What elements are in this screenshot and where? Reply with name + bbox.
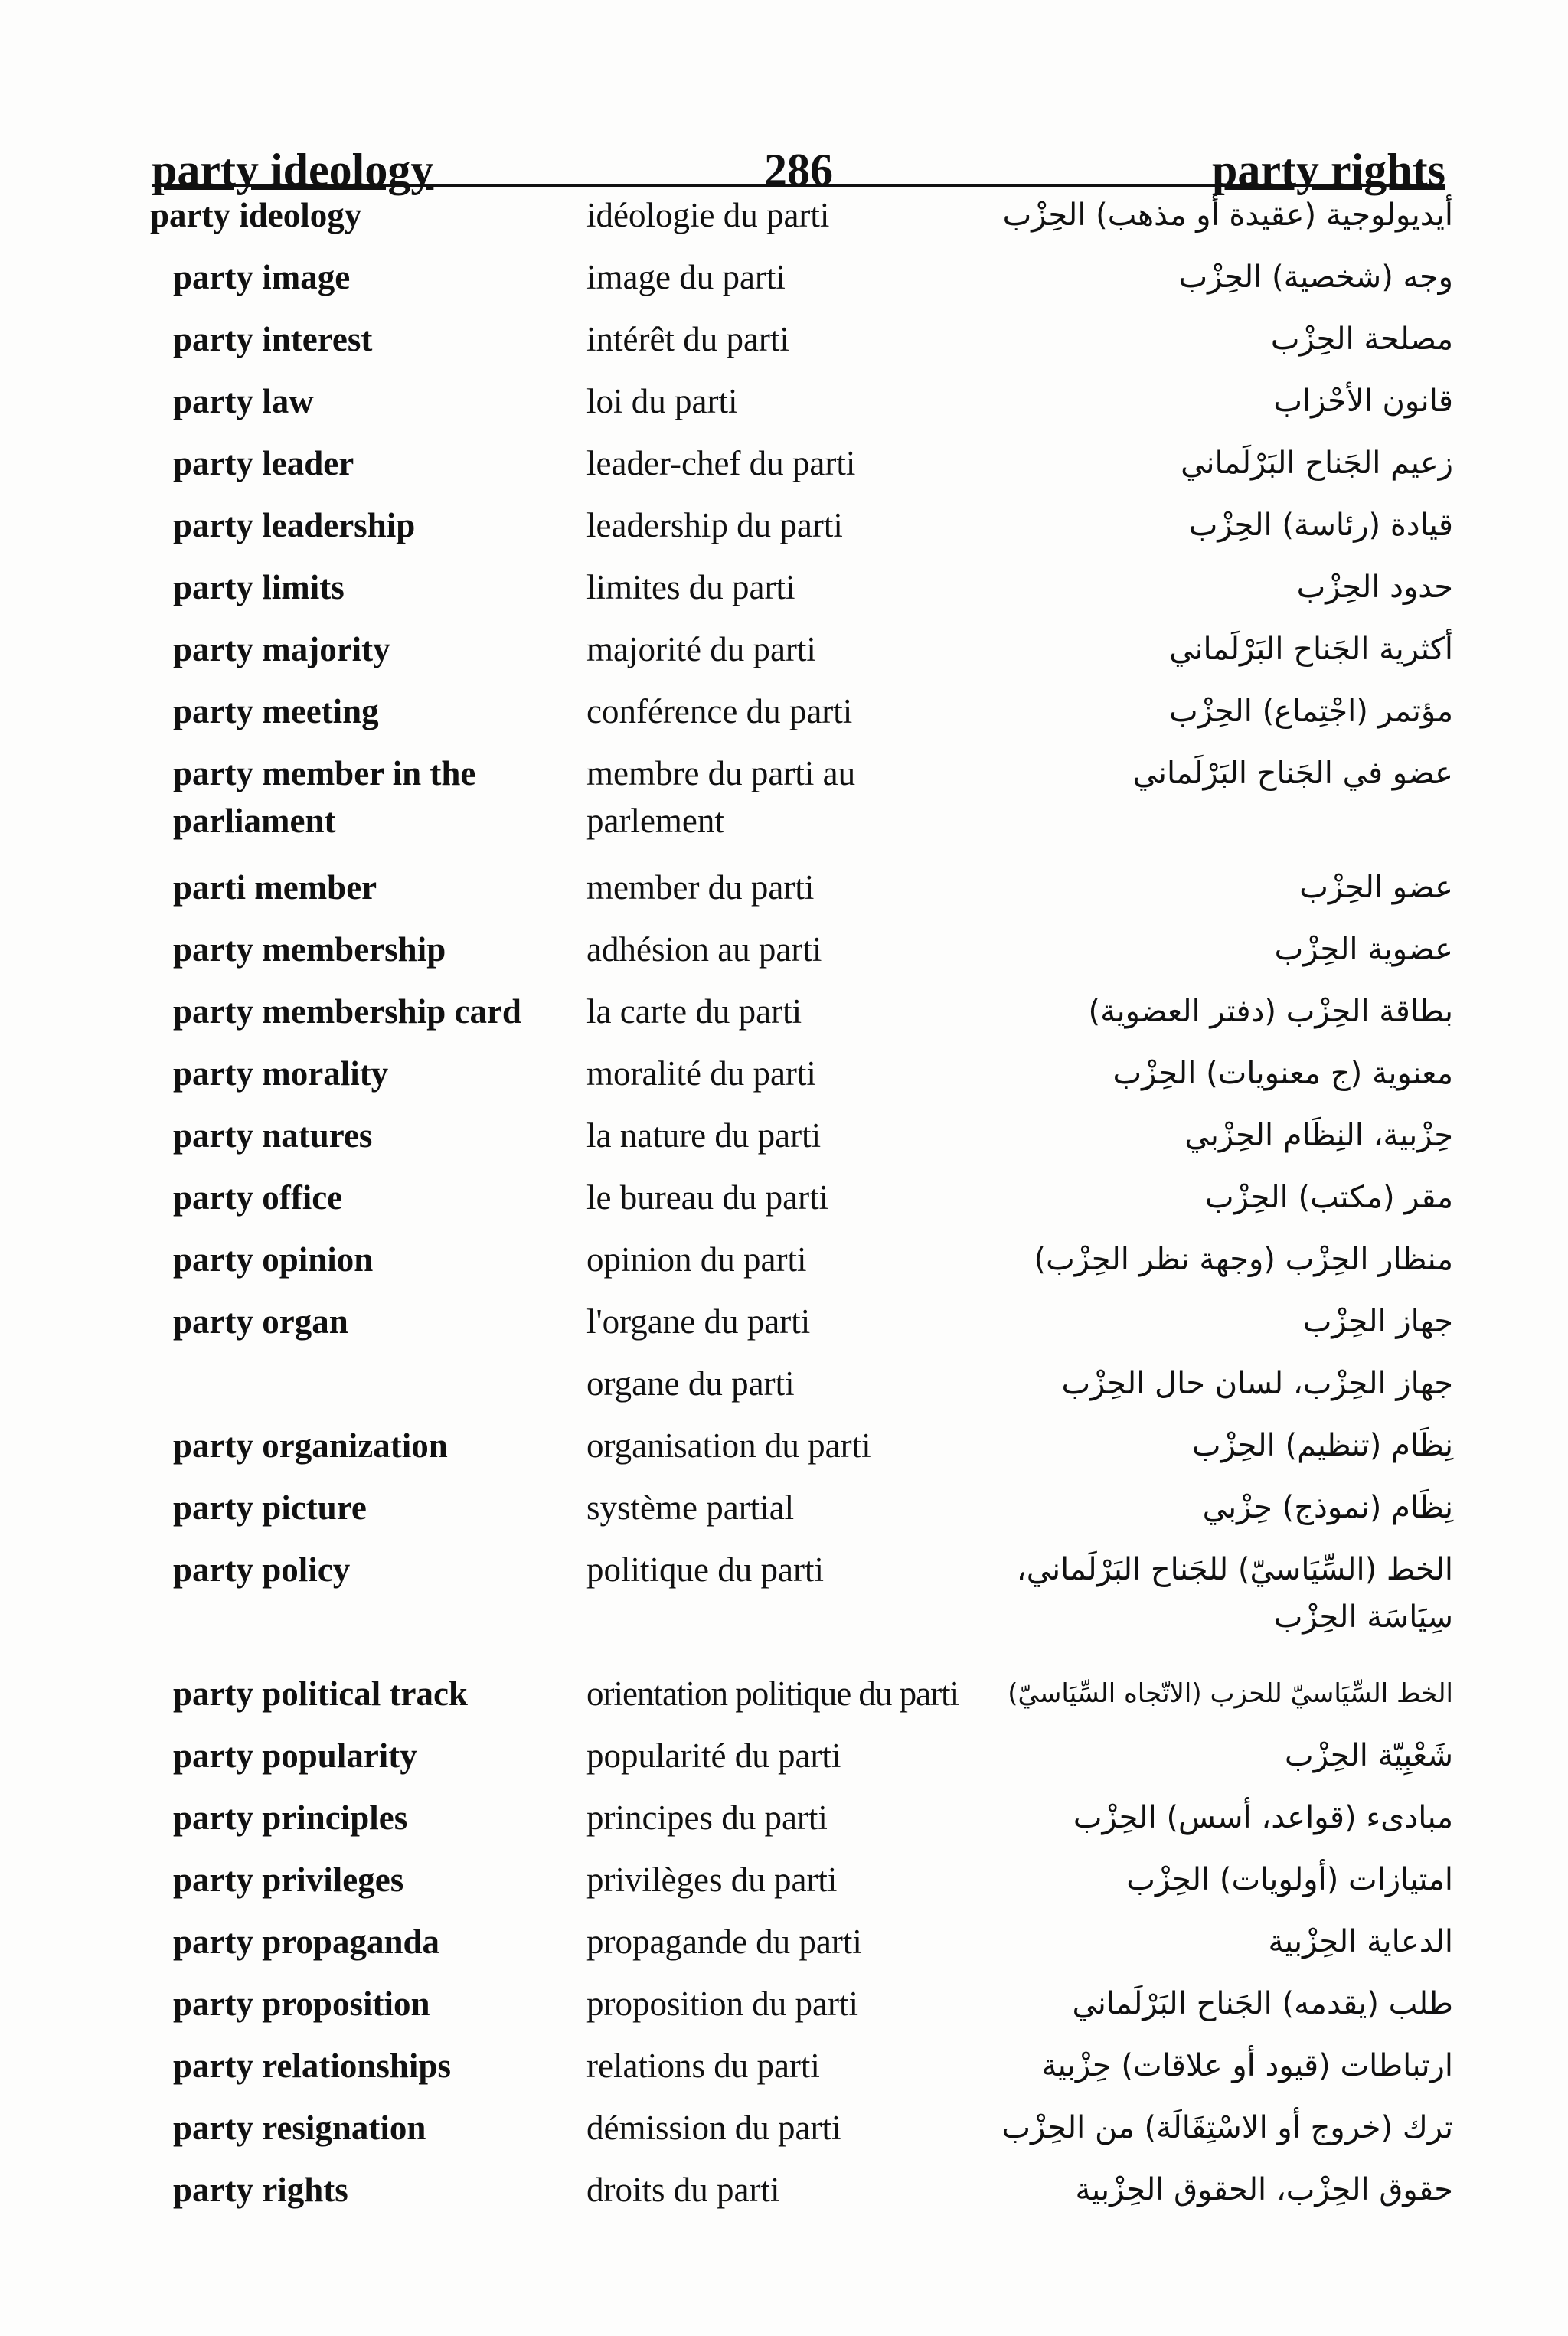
english-term: party leadership bbox=[173, 506, 416, 544]
french-term: moralité du parti bbox=[586, 1054, 816, 1093]
english-term: party organization bbox=[173, 1426, 448, 1465]
french-term: l'organe du parti bbox=[586, 1302, 811, 1341]
french-term: relations du parti bbox=[586, 2047, 820, 2085]
french-term: la carte du parti bbox=[586, 992, 802, 1031]
french-term: adhésion au parti bbox=[586, 930, 822, 969]
arabic-term: نِظَام (تنظيم) الحِزْب bbox=[1191, 1428, 1453, 1463]
english-term: party limits bbox=[173, 568, 345, 606]
arabic-term: الدعاية الحِزْبية bbox=[1268, 1924, 1453, 1959]
english-term: party organ bbox=[173, 1302, 348, 1341]
english-term: party rights bbox=[173, 2171, 348, 2209]
english-term: party natures bbox=[173, 1116, 373, 1155]
arabic-term: وجه (شخصية) الحِزْب bbox=[1178, 260, 1453, 295]
arabic-term: ترك (خروج أو الاسْتِقَالَة) من الحِزْب bbox=[1001, 2110, 1453, 2145]
arabic-term: حقوق الحِزْب، الحقوق الحِزْبية bbox=[1075, 2172, 1453, 2207]
french-term: principes du parti bbox=[586, 1799, 828, 1837]
arabic-term: ارتباطات (قيود أو علاقات) حِزْبية bbox=[1041, 2048, 1453, 2083]
english-term: party membership bbox=[173, 930, 446, 969]
english-term: party meeting bbox=[173, 692, 379, 730]
arabic-term: معنوية (ج معنويات) الحِزْب bbox=[1112, 1056, 1453, 1091]
english-term: party ideology bbox=[150, 196, 362, 234]
arabic-term: جهاز الحِزْب bbox=[1302, 1304, 1453, 1339]
english-term: party resignation bbox=[173, 2109, 426, 2147]
english-term: party law bbox=[173, 382, 314, 420]
arabic-term: منظار الحِزْب (وجهة نظر الحِزْب) bbox=[1034, 1242, 1453, 1277]
english-term: party picture bbox=[173, 1488, 367, 1527]
french-term: politique du parti bbox=[586, 1550, 824, 1589]
french-term: image du parti bbox=[586, 258, 786, 296]
english-term: party proposition bbox=[173, 1985, 430, 2023]
page-number: 286 bbox=[764, 145, 833, 195]
french-term: démission du parti bbox=[586, 2109, 841, 2147]
french-term: propagande du parti bbox=[586, 1923, 862, 1961]
french-term: limites du parti bbox=[586, 568, 795, 606]
french-term: orientation politique du parti bbox=[586, 1674, 959, 1713]
arabic-term: عضوية الحِزْب bbox=[1274, 932, 1453, 967]
arabic-term: حدود الحِزْب bbox=[1296, 570, 1453, 605]
french-term: intérêt du parti bbox=[586, 320, 789, 358]
english-term: party principles bbox=[173, 1799, 408, 1837]
french-term: organe du parti bbox=[586, 1364, 795, 1403]
english-term: party morality bbox=[173, 1054, 389, 1093]
arabic-term: مصلحة الحِزْب bbox=[1270, 322, 1453, 357]
arabic-term: أكثرية الجَناح البَرْلَماني bbox=[1169, 632, 1453, 667]
french-term: organisation du parti bbox=[586, 1426, 871, 1465]
arabic-term: مقر (مكتب) الحِزْب bbox=[1204, 1180, 1453, 1215]
header-guide-word-left: party ideology bbox=[152, 145, 434, 195]
arabic-term: طلب (يقدمه) الجَناح البَرْلَماني bbox=[1072, 1986, 1453, 2021]
arabic-term: زعيم الجَناح البَرْلَماني bbox=[1181, 446, 1453, 481]
french-term: privilèges du parti bbox=[586, 1861, 838, 1899]
english-term: party majority bbox=[173, 630, 390, 668]
french-term: la nature du parti bbox=[586, 1116, 822, 1155]
english-term: party membership card bbox=[173, 992, 521, 1031]
english-term: party opinion bbox=[173, 1240, 374, 1279]
french-term: opinion du parti bbox=[586, 1240, 807, 1279]
french-term: droits du parti bbox=[586, 2171, 780, 2209]
arabic-term: الخط (السِّيَاسيّ) للجَناح البَرْلَماني، سِيَاسَة الحِزْب bbox=[1016, 1552, 1453, 1635]
english-term: party popularity bbox=[173, 1736, 417, 1775]
arabic-term: قانون الأحْزاب bbox=[1273, 384, 1453, 419]
french-term: leader-chef du parti bbox=[586, 444, 856, 482]
arabic-term: جهاز الحِزْب، لسان حال الحِزْب bbox=[1061, 1366, 1453, 1401]
arabic-term: حِزْبية، النِظَام الحِزْبي bbox=[1184, 1118, 1453, 1153]
arabic-term: شَعْبِيّة الحِزْب bbox=[1285, 1738, 1453, 1773]
english-term: party image bbox=[173, 258, 351, 296]
french-term: système partial bbox=[586, 1488, 795, 1527]
arabic-term: امتيازات (أولويات) الحِزْب bbox=[1126, 1862, 1453, 1897]
arabic-term: عضو في الجَناح البَرْلَماني bbox=[1132, 756, 1453, 791]
arabic-term: أيديولوجية (عقيدة أو مذهب) الحِزْب bbox=[1002, 198, 1453, 233]
french-term: membre du parti au parlement bbox=[586, 754, 856, 840]
english-term: party privileges bbox=[173, 1861, 404, 1899]
french-term: majorité du parti bbox=[586, 630, 816, 668]
arabic-term: قيادة (رئاسة) الحِزْب bbox=[1188, 508, 1453, 543]
arabic-term: عضو الحِزْب bbox=[1299, 870, 1453, 905]
french-term: loi du parti bbox=[586, 382, 738, 420]
english-term: party interest bbox=[173, 320, 373, 358]
english-term: party policy bbox=[173, 1550, 351, 1589]
arabic-term: الخط السِّيَاسيّ للحزب (الاتّجاه السِّيَاسيّ) bbox=[1008, 1678, 1453, 1709]
english-term: party leader bbox=[173, 444, 354, 482]
english-term: party office bbox=[173, 1178, 343, 1217]
english-term: parti member bbox=[173, 868, 377, 907]
english-term: party member in the parliament bbox=[173, 754, 476, 840]
french-term: le bureau du parti bbox=[586, 1178, 829, 1217]
french-term: idéologie du parti bbox=[586, 196, 830, 234]
english-term: party political track bbox=[173, 1674, 468, 1713]
arabic-term: بطاقة الحِزْب (دفتر العضوية) bbox=[1088, 994, 1453, 1029]
english-term: party propaganda bbox=[173, 1923, 440, 1961]
arabic-term: مؤتمر (اجْتِماع) الحِزْب bbox=[1169, 694, 1453, 729]
french-term: member du parti bbox=[586, 868, 815, 907]
arabic-term: مبادىء (قواعد، أسس) الحِزْب bbox=[1073, 1800, 1453, 1835]
arabic-term: نِظَام (نموذج) حِزْبي bbox=[1202, 1490, 1453, 1525]
french-term: popularité du parti bbox=[586, 1736, 841, 1775]
french-term: proposition du parti bbox=[586, 1985, 858, 2023]
french-term: leadership du parti bbox=[586, 506, 843, 544]
french-term: conférence du parti bbox=[586, 692, 853, 730]
english-term: party relationships bbox=[173, 2047, 451, 2085]
header-guide-word-right: party rights bbox=[1212, 145, 1446, 195]
